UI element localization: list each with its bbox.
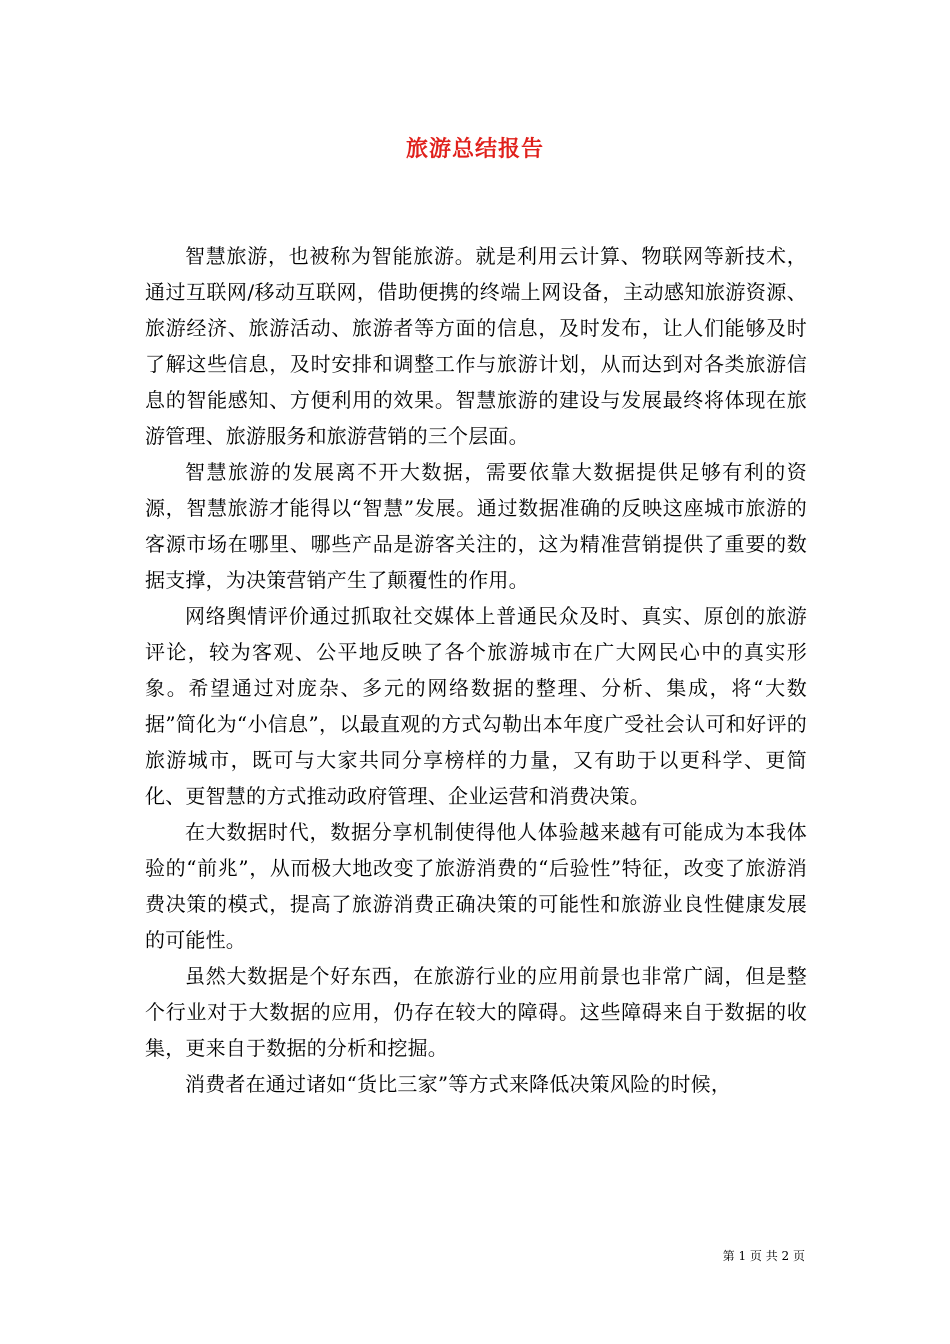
paragraph-3: 网络舆情评价通过抓取社交媒体上普通民众及时、真实、原创的旅游评论，较为客观、公平地反映了各个旅游城市在广大网民心中的真实形象。希望通过对庞杂、多元的网络数据的整理、分析、集成，将“大数据”简化为“小信息”，以最直观的方式勾勒出本年度广受社会认可和好评的旅游城市，既可与大家共同分享榜样的力量，又有助于以更科学、更简化、更智慧的方式推动政府管理、企业运营和消费决策。 [145, 604, 807, 808]
paragraph-6: 消费者在通过诸如“货比三家”等方式来降低决策风险的时候， [185, 1072, 732, 1096]
paragraph-2: 智慧旅游的发展离不开大数据，需要依靠大数据提供足够有利的资源，智慧旅游才能得以“智慧”发展。通过数据准确的反映这座城市旅游的客源市场在哪里、哪些产品是游客关注的，这为精准营销提供了重要的数据支撑，为决策营销产生了颠覆性的作用。 [145, 460, 807, 592]
document-title: 旅游总结报告 [405, 136, 544, 162]
document-body [145, 238, 807, 1102]
paragraph-1: 智慧旅游，也被称为智能旅游。就是利用云计算、物联网等新技术，通过互联网/移动互联网，借助便携的终端上网设备，主动感知旅游资源、旅游经济、旅游活动、旅游者等方面的信息，及时发布，让人们能够及时了解这些信息，及时安排和调整工作与旅游计划，从而达到对各类旅游信息的智能感知、方便利用的效果。智慧旅游的建设与发展最终将体现在旅游管理、旅游服务和旅游营销的三个层面。 [145, 244, 807, 448]
paragraph-5: 虽然大数据是个好东西，在旅游行业的应用前景也非常广阔，但是整个行业对于大数据的应用，仍存在较大的障碍。这些障碍来自于数据的收集，更来自于数据的分析和挖掘。 [145, 964, 807, 1060]
paragraph-4: 在大数据时代，数据分享机制使得他人体验越来越有可能成为本我体验的“前兆”，从而极大地改变了旅游消费的“后验性”特征，改变了旅游消费决策的模式，提高了旅游消费正确决策的可能性和旅游业良性健康发展的可能性。 [145, 820, 807, 952]
page-number-footer: 第 1 页 共 2 页 [722, 1249, 805, 1263]
